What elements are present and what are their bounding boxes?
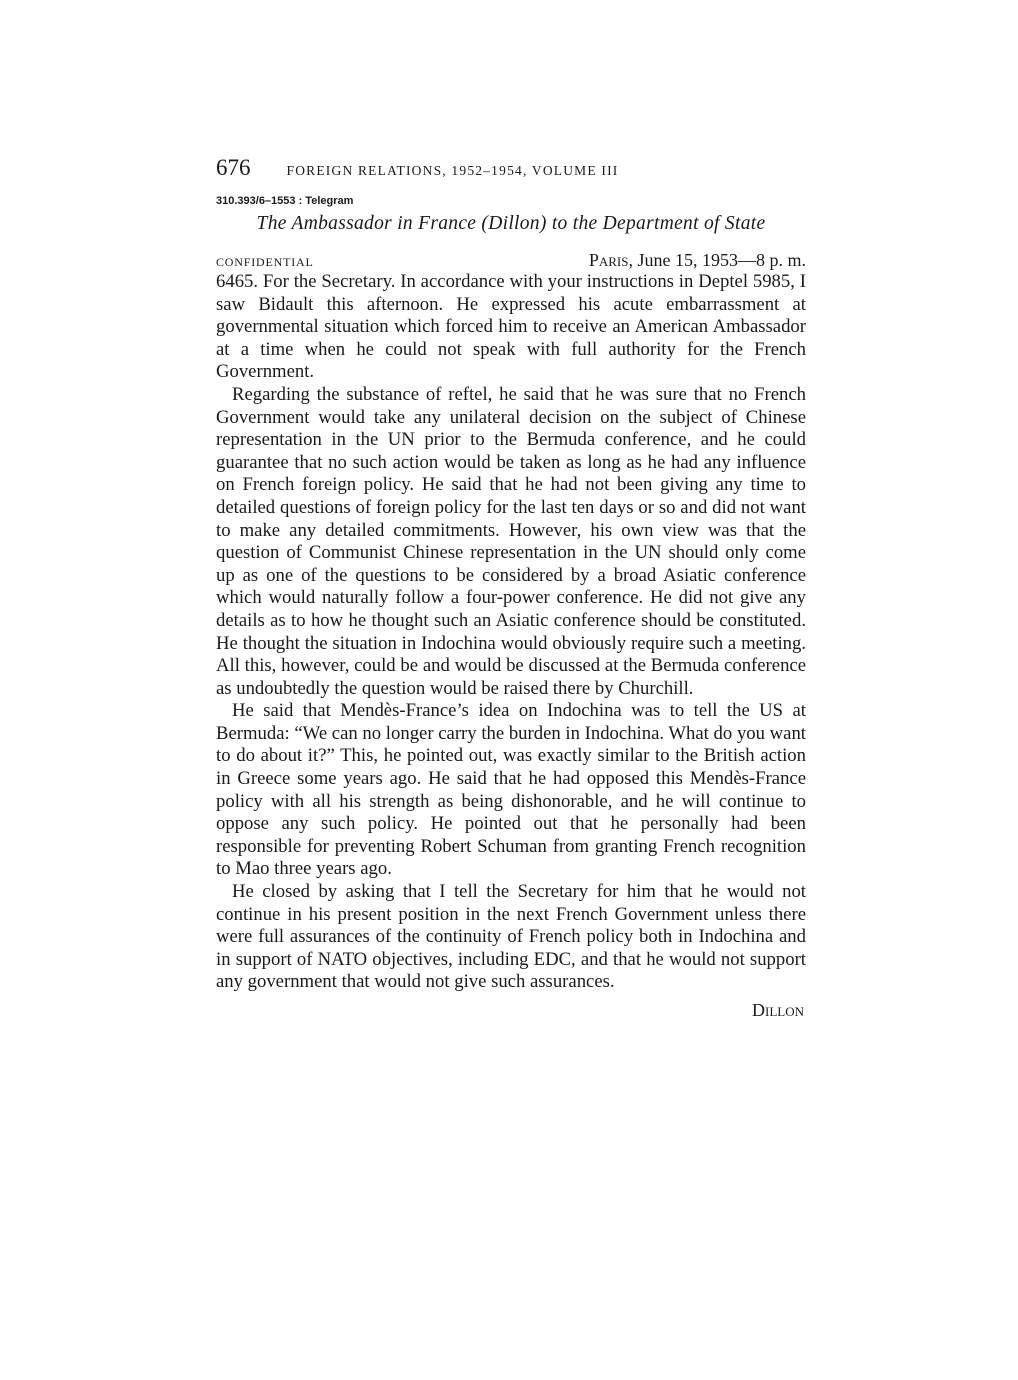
- document-title: The Ambassador in France (Dillon) to the Department of State: [256, 213, 766, 234]
- document-file-number: 310.393/6–1553 : Telegram: [216, 195, 354, 207]
- body-paragraph-1: 6465. For the Secretary. In accordance with your instructions in Deptel 5985, I saw Bidault this afternoon. He expressed his acute embarrassment at governmental situation which forced him to receive an American Ambassador at a time when he could not speak with full authority for the French Government.: [216, 271, 806, 383]
- telegram-body: [216, 271, 806, 994]
- classification-label: CONFIDENTIAL: [216, 255, 314, 269]
- body-paragraph-3: He said that Mendès-France’s idea on Indochina was to tell the US at Bermuda: “We can no longer carry the burden in Indochina. What do you want to do about it?” This, he pointed out, was exactly similar to the British action in Greece some years ago. He said that he had opposed this Mendès-France policy with all his strength as being dishonorable, and he will continue to oppose any such policy. He pointed out that he personally had been responsible for preventing Robert Schuman from granting French recognition to Mao three years ago.: [216, 700, 806, 880]
- dateline: [216, 250, 806, 271]
- place-date: [589, 250, 806, 271]
- date: June 15, 1953—8 p. m.: [633, 250, 806, 270]
- volume-title: FOREIGN RELATIONS, 1952–1954, VOLUME III: [286, 163, 619, 178]
- document-page: [216, 155, 806, 1021]
- body-paragraph-2: Regarding the substance of reftel, he said that he was sure that no French Government would take any unilateral decision on the subject of Chinese representation in the UN prior to the Bermuda conference, and he could guarantee that no such action would be taken as long as he had any influence on French foreign policy. He said that he had not been giving any time to detailed questions of foreign policy for the last ten days or so and did not want to make any detailed commitments. However, his own view was that the question of Communist Chinese representation in the UN should only come up as one of the questions to be considered by a broad Asiatic conference which would naturally follow a four-power conference. He did not give any details as to how he thought such an Asiatic conference should be constituted. He thought the situation in Indochina would obviously require such a meeting. All this, however, could be and would be discussed at the Bermuda conference as undoubtedly the question would be raised there by Churchill.: [216, 383, 806, 699]
- signature: Dillon: [752, 1000, 804, 1020]
- body-paragraph-4: He closed by asking that I tell the Secretary for him that he would not continue in his present position in the next French Government unless there were full assurances of the continuity of French policy both in Indochina and in support of NATO objectives, including EDC, and that he would not support any government that would not give such assurances.: [216, 881, 806, 993]
- running-head: [216, 155, 806, 181]
- page-number: 676: [216, 155, 251, 180]
- place: Paris,: [588, 250, 633, 270]
